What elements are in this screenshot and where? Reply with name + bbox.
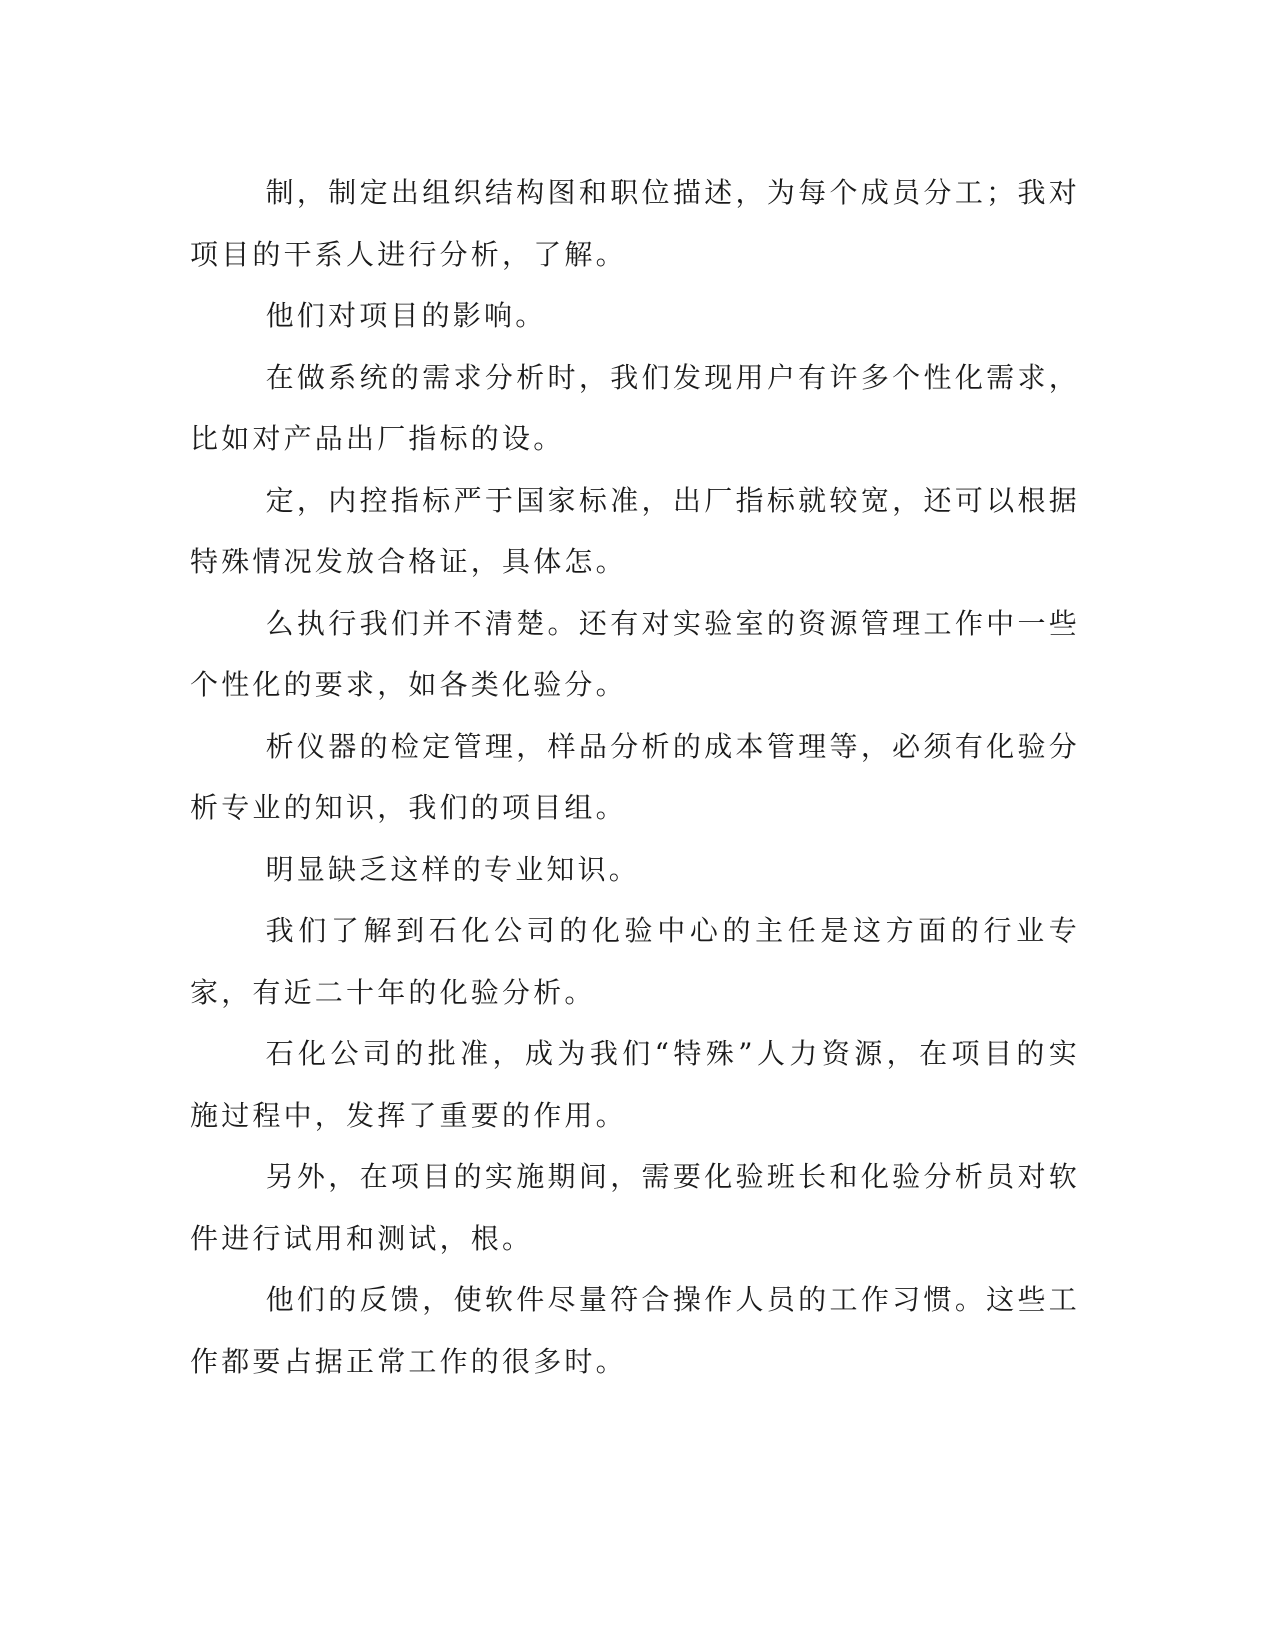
document-body (190, 162, 1080, 1392)
paragraph: 他们的反馈，使软件尽量符合操作人员的工作习惯。这些工作都要占据正常工作的很多时。 (190, 1283, 1080, 1378)
paragraph: 我们了解到石化公司的化验中心的主任是这方面的行业专家，有近二十年的化验分析。 (190, 914, 1080, 1009)
paragraph: 析仪器的检定管理，样品分析的成本管理等，必须有化验分析专业的知识，我们的项目组。 (190, 729, 1080, 824)
paragraph: 么执行我们并不清楚。还有对实验室的资源管理工作中一些个性化的要求，如各类化验分。 (190, 606, 1080, 701)
paragraph: 他们对项目的影响。 (265, 299, 547, 332)
paragraph: 明显缺乏这样的专业知识。 (265, 852, 640, 886)
paragraph: 定，内控指标严于国家标准，出厂指标就较宽，还可以根据特殊情况发放合格证，具体怎。 (190, 483, 1080, 578)
paragraph: 制，制定出组织结构图和职位描述，为每个成员分工；我对项目的干系人进行分析，了解。 (190, 176, 1080, 271)
paragraph: 石化公司的批准，成为我们“特殊”人力资源，在项目的实施过程中，发挥了重要的作用。 (190, 1037, 1080, 1132)
paragraph: 另外，在项目的实施期间，需要化验班长和化验分析员对软件进行试用和测试，根。 (190, 1160, 1080, 1255)
paragraph: 在做系统的需求分析时，我们发现用户有许多个性化需求，比如对产品出厂指标的设。 (190, 360, 1080, 455)
